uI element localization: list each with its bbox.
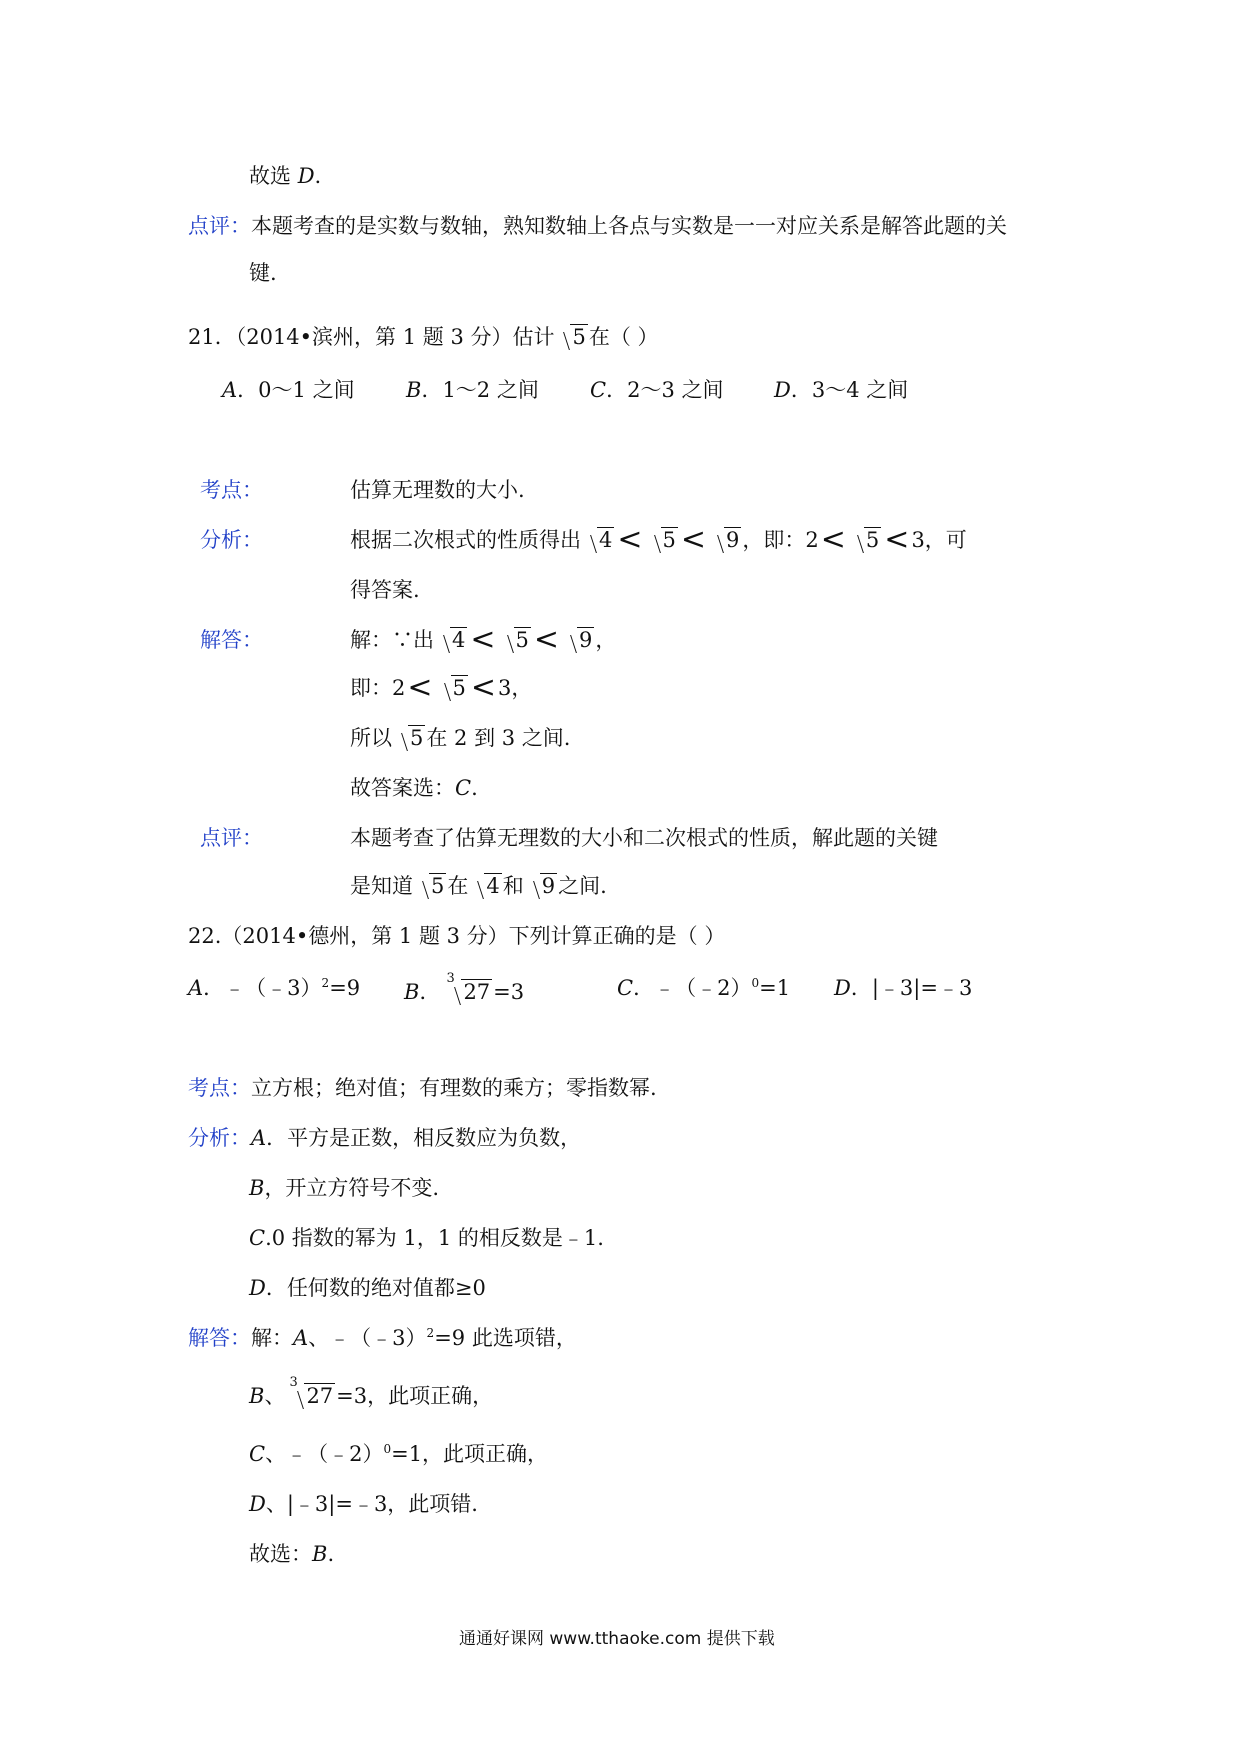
sqrt-9	[709, 528, 741, 552]
option-letter: D	[249, 1492, 266, 1516]
q21-fenxi-label: 分析：	[200, 528, 263, 552]
question-22-option-d	[834, 972, 972, 1002]
text: 3，	[498, 676, 533, 700]
question-21-option-a: A．0～1 之间	[222, 378, 355, 402]
text: ，开立方符号不变.	[264, 1176, 440, 1200]
radicand: 5	[865, 528, 880, 552]
text: .0 指数的幂为 1，1 的相反数是﹣1.	[265, 1226, 604, 1250]
radicand: 5	[572, 325, 586, 349]
option-letter: D	[834, 976, 851, 1000]
q22-jieda-line3	[249, 1438, 548, 1468]
q21-fenxi-line2: 得答案.	[350, 578, 420, 602]
option-letter: B	[249, 1384, 265, 1408]
question-22-stem: 22.（2014•德州，第 1 题 3 分）下列计算正确的是（ ）	[188, 924, 726, 948]
option-letter: D	[249, 1276, 266, 1300]
sqrt-4	[582, 528, 614, 552]
option-letter: B	[406, 378, 422, 402]
q22-fenxi-line2	[249, 1172, 439, 1202]
answer-letter: C	[455, 776, 472, 800]
less-than: <	[884, 522, 910, 557]
text: 即：2	[350, 676, 406, 700]
radicand: 4	[599, 528, 613, 552]
exponent: 2	[321, 976, 330, 990]
prev-comment	[188, 210, 1007, 240]
option-text: =3	[493, 980, 525, 1004]
text: ，	[595, 628, 617, 652]
option-text: 2～3 之间	[627, 378, 724, 402]
exponent: 2	[426, 1326, 435, 1340]
root-index: 3	[446, 971, 455, 986]
text: 所以	[350, 726, 392, 750]
question-21-option-d: D．3～4 之间	[774, 378, 909, 402]
less-than: <	[407, 670, 433, 705]
radicand: 5	[452, 676, 466, 700]
q22-jieda-line2	[249, 1375, 494, 1410]
option-text: 3～4 之间	[811, 378, 909, 402]
less-than: <	[820, 522, 846, 557]
q21-jieda-label: 解答：	[200, 628, 263, 652]
sqrt-4	[469, 874, 501, 898]
prev-comment-line2: 键.	[249, 261, 277, 285]
less-than: <	[680, 522, 707, 557]
less-than: <	[470, 670, 497, 705]
question-22-option-c	[617, 972, 790, 1002]
option-letter: D	[774, 378, 791, 402]
comment-text: 本题考查的是实数与数轴，熟知数轴上各点与实数是一一对应关系是解答此题的关	[251, 214, 1007, 238]
radicand: 5	[515, 628, 529, 652]
q21-dianping-line2	[350, 870, 607, 900]
q21-kaodian-label: 考点：	[200, 478, 263, 502]
text: 、﹣（﹣2）	[265, 1442, 384, 1466]
fenxi-label: 分析：	[188, 1126, 251, 1150]
radicand: 4	[486, 874, 500, 898]
option-letter: A	[293, 1326, 309, 1350]
sqrt-5	[646, 528, 678, 552]
exponent: 0	[751, 976, 760, 990]
text: 在（ ）	[588, 325, 659, 349]
radicand: 5	[662, 528, 676, 552]
text: 之间.	[558, 874, 607, 898]
question-22-option-a	[188, 972, 360, 1002]
option-letter: C	[590, 378, 607, 402]
radicand: 9	[726, 528, 740, 552]
text: =3，此项正确，	[336, 1384, 494, 1408]
sqrt-5	[414, 874, 446, 898]
option-text: 0～1 之间	[258, 378, 355, 402]
question-21-stem	[188, 321, 659, 351]
q22-fenxi-line4	[249, 1272, 486, 1302]
option-text: ．﹣（﹣2）	[633, 976, 752, 1000]
sqrt-9	[525, 874, 557, 898]
option-letter: A	[222, 378, 238, 402]
jieda-label: 解答：	[188, 1326, 251, 1350]
option-letter: C	[617, 976, 634, 1000]
radicand: 9	[541, 874, 556, 898]
option-letter: A	[251, 1126, 267, 1150]
q21-jieda-line4	[350, 772, 478, 802]
text: 、	[264, 1384, 286, 1408]
text: 故选：	[249, 1542, 312, 1566]
text: 故选	[249, 164, 298, 188]
text: ．任何数的绝对值都≥0	[265, 1276, 486, 1300]
page-footer: 通通好课网 www.tthaoke.com 提供下载	[459, 1629, 775, 1649]
text: =9 此选项错，	[434, 1326, 577, 1350]
q21-kaodian-text: 估算无理数的大小.	[350, 478, 525, 502]
sqrt-5	[849, 528, 881, 552]
option-letter: C	[249, 1442, 266, 1466]
kaodian-text: 立方根；绝对值；有理数的乘方；零指数幂.	[251, 1076, 657, 1100]
less-than: <	[533, 622, 560, 657]
sqrt-9	[562, 628, 594, 652]
text: ．平方是正数，相反数应为负数，	[266, 1126, 582, 1150]
text: 在	[447, 874, 469, 898]
text: 、|﹣3|=﹣3，此项错.	[265, 1492, 478, 1516]
option-text: =9	[329, 976, 361, 1000]
text: .	[471, 776, 478, 800]
radicand: 27	[463, 980, 491, 1004]
option-text: ．|﹣3|=﹣3	[850, 976, 973, 1000]
text: 21．（2014•滨州，第 1 题 3 分）估计	[188, 325, 555, 349]
q21-dianping-label: 点评：	[200, 826, 263, 850]
text: 故答案选：	[350, 776, 455, 800]
option-letter: A	[188, 976, 204, 1000]
q22-fenxi-line1	[188, 1122, 581, 1152]
q22-kaodian	[188, 1072, 657, 1102]
text: 和	[502, 874, 524, 898]
option-text: 1～2 之间	[442, 378, 539, 402]
exponent: 0	[383, 1442, 392, 1456]
sqrt-4	[435, 628, 467, 652]
q21-jieda-line1	[350, 622, 617, 657]
sqrt-5	[499, 628, 531, 652]
q21-jieda-line2	[350, 670, 533, 705]
option-letter: B	[249, 1176, 265, 1200]
cube-root-symbol	[446, 971, 492, 1004]
radicand: 5	[431, 874, 445, 898]
text: =1，此项正确，	[391, 1442, 549, 1466]
text: 、﹣（﹣3）	[308, 1326, 427, 1350]
less-than: <	[617, 522, 643, 557]
prev-conclusion	[249, 160, 321, 190]
question-21-option-b: B．1～2 之间	[406, 378, 539, 402]
answer-letter: D	[297, 164, 315, 188]
text: 根据二次根式的性质得出	[350, 528, 581, 552]
text: ，即：2	[742, 528, 819, 552]
question-22-option-b	[404, 971, 525, 1006]
root-index: 3	[289, 1375, 298, 1390]
question-21-option-c: C．2～3 之间	[590, 378, 724, 402]
text: .	[314, 164, 322, 188]
option-text: ．﹣（﹣3）	[203, 976, 322, 1000]
q21-dianping-line1: 本题考查了估算无理数的大小和二次根式的性质，解此题的关键	[350, 826, 938, 850]
text: 3，可	[911, 528, 967, 552]
text: 解：∵出	[350, 628, 434, 652]
q22-jieda-line5	[249, 1538, 334, 1568]
kaodian-label: 考点：	[188, 1076, 251, 1100]
text: 在 2 到 3 之间.	[426, 726, 571, 750]
q22-jieda-line1	[188, 1322, 577, 1352]
answer-letter: B	[312, 1542, 328, 1566]
option-letter: C	[249, 1226, 266, 1250]
cube-root-symbol	[289, 1375, 335, 1408]
comment-label: 点评：	[188, 214, 251, 238]
sqrt-symbol	[555, 325, 587, 349]
less-than: <	[470, 622, 496, 657]
text: ．	[419, 980, 441, 1004]
radicand: 9	[579, 628, 593, 652]
radicand: 5	[410, 726, 424, 750]
text: 是知道	[350, 874, 413, 898]
q22-fenxi-line3	[249, 1222, 604, 1252]
option-text: =1	[759, 976, 791, 1000]
text: .	[327, 1542, 335, 1566]
q21-fenxi-line1	[350, 522, 967, 557]
radicand: 27	[306, 1384, 334, 1408]
q22-jieda-line4	[249, 1488, 478, 1518]
text: 解：	[251, 1326, 293, 1350]
radicand: 4	[452, 628, 466, 652]
option-letter: B	[404, 980, 420, 1004]
q21-jieda-line3	[350, 722, 570, 752]
sqrt-5	[393, 726, 425, 750]
sqrt-5	[436, 676, 468, 700]
